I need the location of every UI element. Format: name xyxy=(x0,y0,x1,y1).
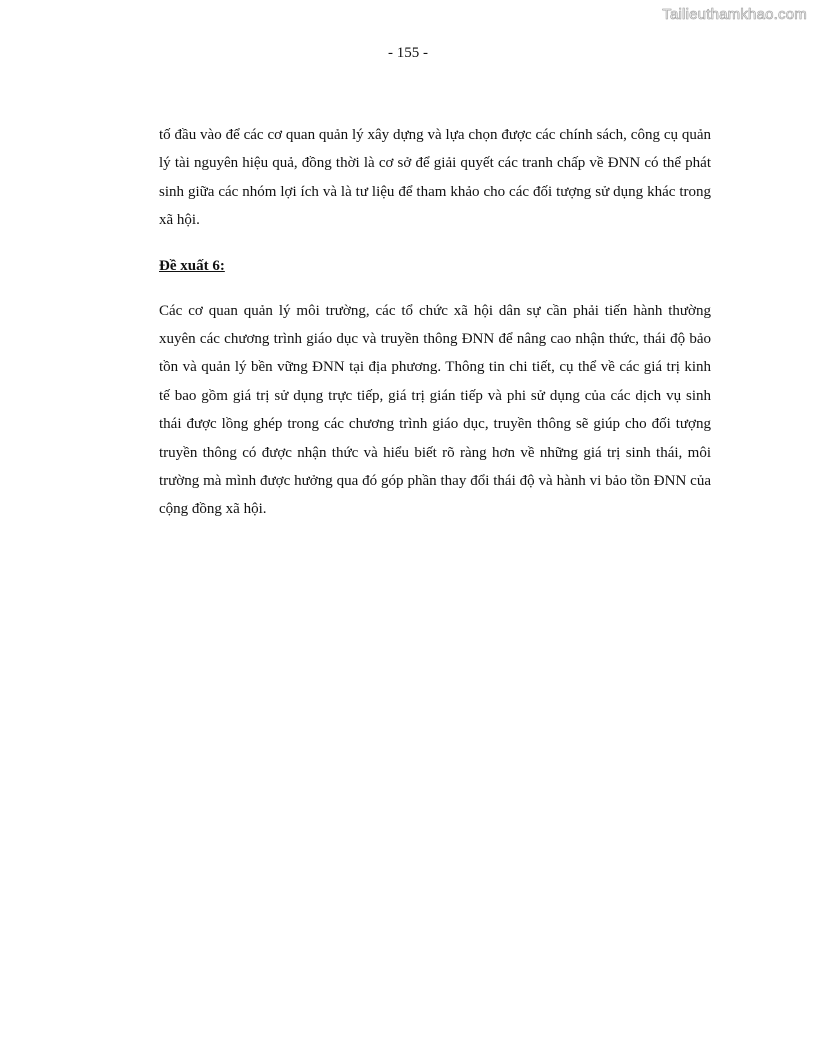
section-heading: Đề xuất 6: xyxy=(159,257,225,274)
paragraph-continuation: tố đầu vào để các cơ quan quản lý xây dựng và lựa chọn được các chính sách, công cụ quản lý tài nguyên hiệu quả, đồng thời là cơ sở để giải quyết các tranh chấp về ĐNN có thể phát sinh giữa các nhóm lợi ích và là tư liệu để tham khảo cho các đối tượng sử dụng khác trong xã hội. xyxy=(159,127,711,229)
page-number: - 155 - xyxy=(388,45,428,61)
paragraph-proposal-6: Các cơ quan quản lý môi trường, các tổ chức xã hội dân sự cần phải tiến hành thường xuyên các chương trình giáo dục và truyền thông ĐNN để nâng cao nhận thức, thái độ bảo tồn và quản lý bền vững ĐNN tại địa phương. Thông tin chi tiết, cụ thể về các giá trị kinh tế bao gồm giá trị sử dụng trực tiếp, giá trị gián tiếp và phi sử dụng của các dịch vụ sinh thái được lồng ghép trong các chương trình giáo dục, truyền thông sẽ giúp cho đối tượng truyền thông có được nhận thức và hiểu biết rõ ràng hơn về những giá trị sinh thái, môi trường mà mình được hưởng qua đó góp phần thay đổi thái độ và hành vi bảo tồn ĐNN của cộng đồng xã hội. xyxy=(159,302,711,518)
watermark: Tailieuthamkhao.com xyxy=(662,6,807,23)
document-body xyxy=(159,121,711,524)
